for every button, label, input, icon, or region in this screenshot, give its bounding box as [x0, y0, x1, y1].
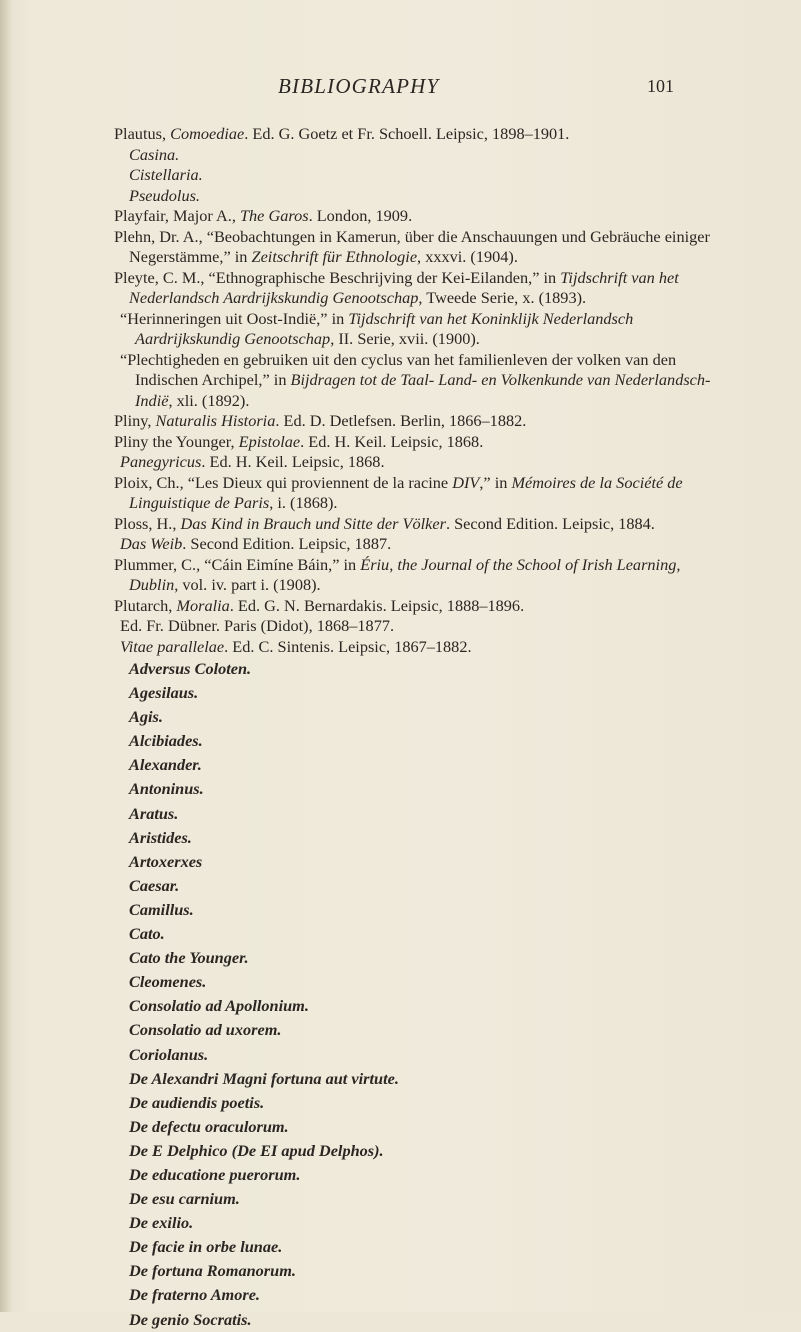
work-title: Cleomenes.: [129, 972, 207, 992]
work-title: De E Delphico (De EI apud Delphos).: [129, 1140, 384, 1160]
bibliography-entry: Ploix, Ch., “Les Dieux qui proviennent de la racine DIV,” in Mémoires de la Société de Linguistique de Paris, i. (1868).: [114, 472, 683, 512]
work-title: Cistellaria.: [129, 165, 203, 184]
bibliography-entry: Vitae parallelae. Ed. C. Sintenis. Leipsic, 1867–1882.: [120, 636, 472, 656]
work-title: De genio Socratis.: [129, 1309, 252, 1329]
work-title: Consolatio ad Apollonium.: [129, 996, 309, 1016]
work-title: Consolatio ad uxorem.: [129, 1020, 282, 1040]
bibliography-entry: Ploss, H., Das Kind in Brauch und Sitte der Völker. Second Edition. Leipsic, 1884.: [114, 513, 655, 533]
work-title: Camillus.: [129, 899, 194, 919]
work-title: De defectu oraculorum.: [129, 1116, 289, 1136]
work-title: De Alexandri Magni fortuna aut virtute.: [129, 1068, 399, 1088]
work-title: De fraterno Amore.: [129, 1285, 260, 1305]
page-number: 101: [647, 76, 674, 96]
bibliography-entry: Pliny the Younger, Epistolae. Ed. H. Keil. Leipsic, 1868.: [114, 431, 484, 451]
work-title: Adversus Coloten.: [129, 659, 252, 678]
work-title: Caesar.: [129, 875, 180, 895]
plutarch-works-list: [114, 657, 714, 1332]
running-title: BIBLIOGRAPHY: [278, 74, 440, 98]
work-title: Aristides.: [129, 827, 192, 847]
bibliography-entry: Plummer, C., “Cáin Eimíne Báin,” in Ériu, the Journal of the School of Irish Learning, Dublin, vol. iv. part i. (1908).: [114, 554, 681, 594]
page-header: [0, 74, 801, 104]
bibliography-entry: “Plechtigheden en gebruiken uit den cyclus van het familienleven der volken van den Indischen Archipel,” in Bijdragen tot de Taal- Land- en Volkenkunde van Nederlandsch-Indië, xli. (1892).: [120, 349, 711, 410]
work-title: De esu carnium.: [129, 1189, 240, 1209]
work-title: De educatione puerorum.: [129, 1164, 301, 1184]
work-title: Alexander.: [129, 755, 202, 775]
work-title: Antoninus.: [129, 779, 204, 799]
bibliography-entry: Playfair, Major A., The Garos. London, 1909.: [114, 206, 413, 225]
work-title: Agis.: [129, 707, 163, 727]
work-title: Pseudolus.: [129, 185, 200, 205]
work-title: De exilio.: [129, 1213, 194, 1233]
bibliography-entry: Das Weib. Second Edition. Leipsic, 1887.: [120, 534, 392, 553]
work-title: Aratus.: [129, 803, 179, 823]
work-title: De audiendis poetis.: [129, 1092, 265, 1112]
bibliography-entry: Plehn, Dr. A., “Beobachtungen in Kamerun, über die Anschauungen und Gebräuche einiger Negerstämme,” in Zeitschrift für Ethnologie, xxxvi. (1904).: [114, 226, 710, 266]
bibliography-entry: “Herinneringen uit Oost-Indië,” in Tijdschrift van het Koninklijk Nederlandsch Aardrijkskundig Genootschap, II. Serie, xvii. (1900).: [120, 308, 634, 348]
bibliography-entry: Pleyte, C. M., “Ethnographische Beschrijving der Kei-Eilanden,” in Tijdschrift van het Nederlandsch Aardrijkskundig Genootschap, Tweede Serie, x. (1893).: [114, 267, 679, 307]
bibliography-entry: Pliny, Naturalis Historia. Ed. D. Detlefsen. Berlin, 1866–1882.: [114, 411, 527, 430]
work-title: De fortuna Romanorum.: [129, 1261, 296, 1281]
bibliography-entry: Panegyricus. Ed. H. Keil. Leipsic, 1868.: [120, 452, 385, 471]
work-title: De facie in orbe lunae.: [129, 1237, 283, 1257]
work-title: Cato the Younger.: [129, 948, 249, 968]
bibliography-entry: Plautus, Comoediae. Ed. G. Goetz et Fr. Schoell. Leipsic, 1898–1901.: [114, 124, 570, 143]
work-title: Agesilaus.: [129, 683, 199, 703]
bibliography-entry: Plutarch, Moralia. Ed. G. N. Bernardakis. Leipsic, 1888–1896.: [114, 595, 525, 615]
work-title: Casina.: [129, 144, 180, 164]
work-title: Cato.: [129, 924, 165, 944]
work-title: Alcibiades.: [129, 731, 203, 751]
bibliography-entries: [114, 124, 714, 1332]
page-binding-shadow: [0, 0, 12, 1312]
bibliography-entry: Ed. Fr. Dübner. Paris (Didot), 1868–1877.: [120, 616, 395, 635]
work-title: Artoxerxes: [129, 851, 203, 871]
work-title: Coriolanus.: [129, 1044, 209, 1064]
